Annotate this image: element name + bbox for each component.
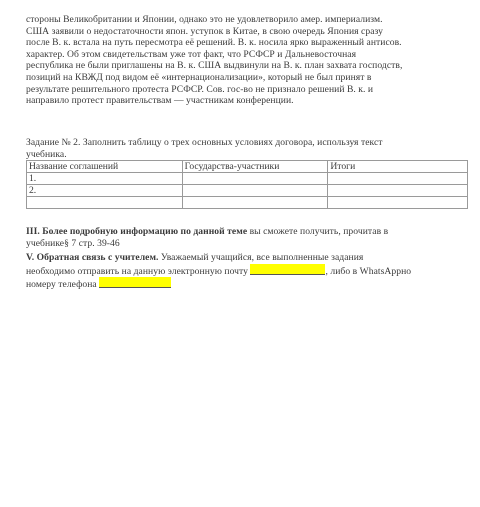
header-agreement-name: Название соглашений xyxy=(27,161,183,173)
table-cell[interactable] xyxy=(182,197,328,209)
section-3-text xyxy=(26,226,468,249)
history-paragraph xyxy=(26,14,468,107)
section-5-heading: V. Обратная связь с учителем. xyxy=(26,252,159,263)
task-line: Задание № 2. Заполнить таблицу о трех основных условиях договора, используя текст xyxy=(26,137,383,148)
table-header-row xyxy=(27,161,468,173)
section-5-line xyxy=(26,277,468,291)
paragraph-line: характер. Об этом свидетельствам уже тот факт, что РСФСР и Дальневосточная xyxy=(26,48,357,60)
paragraph-line: результате решительного протеста РСФСР. Сов. гос-во не признало решений В. к. и xyxy=(26,83,374,95)
task-2-text xyxy=(26,137,468,160)
table-row xyxy=(27,185,468,197)
paragraph-line: США заявили о недостаточности япон. уступок в Китае, в свою очередь Япония сразу xyxy=(26,25,383,37)
table-cell[interactable]: 1. xyxy=(27,173,183,185)
textbook-reference: учебнике§ 7 стр. 39-46 xyxy=(26,237,120,249)
email-instruction: необходимо отправить на данную электронную почту xyxy=(26,265,249,277)
table-row xyxy=(27,173,468,185)
phone-blank-highlight[interactable] xyxy=(99,277,171,288)
table-cell[interactable] xyxy=(182,173,328,185)
table-cell[interactable] xyxy=(27,197,183,209)
table-cell[interactable] xyxy=(328,185,468,197)
section-5-line xyxy=(26,252,468,264)
section-3-rest: вы сможете получить, прочитав в xyxy=(247,226,389,237)
paragraph-line: направило протест правительствам — участникам конференции. xyxy=(26,95,294,107)
table-row xyxy=(27,197,468,209)
paragraph-line: республика не были приглашены на В. к. США выдвинули на В. к. план захвата господств, xyxy=(26,60,403,72)
section-3-line xyxy=(26,226,468,238)
task-line: учебника. xyxy=(26,148,67,160)
table-cell[interactable] xyxy=(182,185,328,197)
section-5-text xyxy=(26,252,468,291)
paragraph-line: после В. к. встала на путь пересмотра её решений. В. к. носила ярко выраженный антисов. xyxy=(26,37,402,49)
paragraph-line: стороны Великобритании и Японии, однако это не удовлетворило амер. империализм. xyxy=(26,14,383,25)
table-cell[interactable]: 2. xyxy=(27,185,183,197)
header-results: Итоги xyxy=(328,161,468,173)
whatsapp-instruction: , либо в WhatsAppно xyxy=(325,265,412,277)
header-participant-states: Государства-участники xyxy=(182,161,328,173)
table-cell[interactable] xyxy=(328,197,468,209)
email-blank-highlight[interactable] xyxy=(250,264,325,275)
phone-instruction: номеру телефона xyxy=(26,279,97,291)
section-5-rest: Уважаемый учащийся, все выполненные задания xyxy=(158,252,364,263)
section-5-line xyxy=(26,264,468,278)
paragraph-line: позиций на КВЖД под видом её «интернационализации», который не был принят в xyxy=(26,71,372,83)
section-3-heading: III. Более подробную информацию по данной теме xyxy=(26,226,248,237)
agreements-table xyxy=(26,160,468,209)
table-cell[interactable] xyxy=(328,173,468,185)
